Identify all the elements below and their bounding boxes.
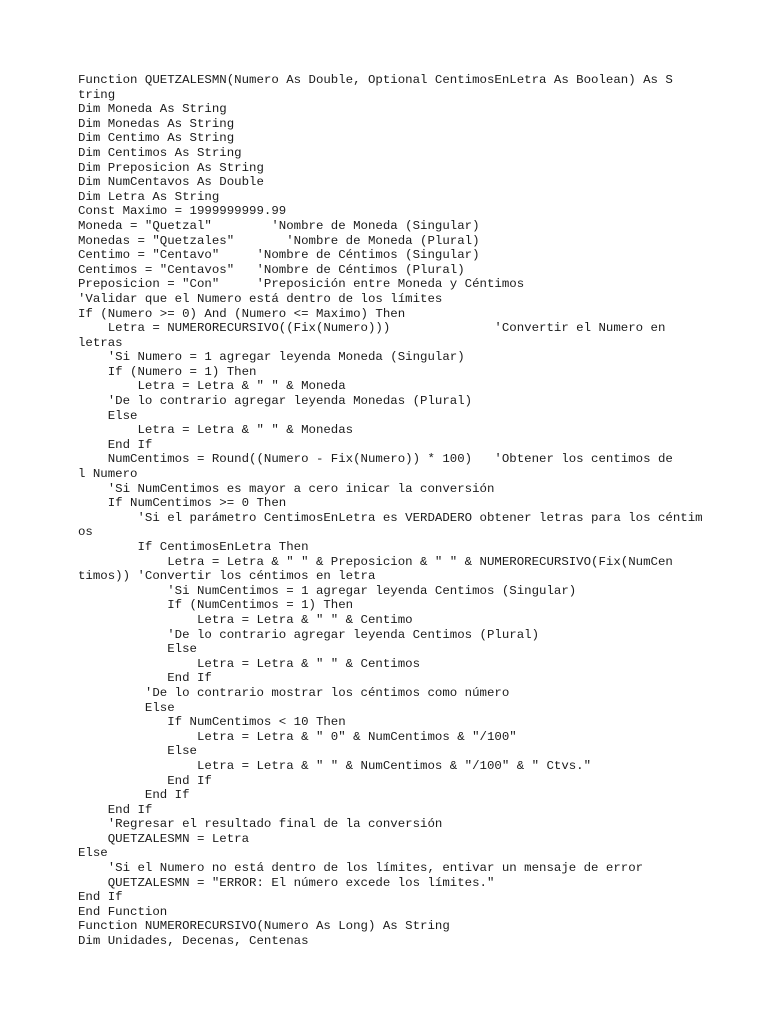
code-line: 'Si el parámetro CentimosEnLetra es VERDADERO obtener letras para los céntim bbox=[78, 510, 703, 525]
code-line: End If bbox=[78, 437, 153, 452]
code-line: 'Si el Numero no está dentro de los límites, entivar un mensaje de error bbox=[78, 861, 644, 876]
code-line: Dim Monedas As String bbox=[78, 116, 235, 131]
code-line: Letra = Letra & " " & NumCentimos & "/100" & " Ctvs." bbox=[78, 758, 592, 773]
code-line: Else bbox=[78, 642, 197, 657]
code-line: End If bbox=[78, 773, 212, 788]
code-line: Letra = Letra & " 0" & NumCentimos & "/100" bbox=[78, 729, 517, 744]
code-line: Moneda = "Quetzal" 'Nombre de Moneda (Singular) bbox=[78, 218, 480, 233]
code-line: Preposicion = "Con" 'Preposición entre Moneda y Céntimos bbox=[78, 277, 525, 292]
code-line: letras bbox=[78, 335, 123, 350]
code-line: Const Maximo = 1999999999.99 bbox=[78, 204, 287, 219]
code-line: l Numero bbox=[78, 467, 138, 482]
code-line: Else bbox=[78, 744, 197, 759]
code-line: 'Validar que el Numero está dentro de los límites bbox=[78, 291, 443, 306]
code-line: QUETZALESMN = Letra bbox=[78, 831, 250, 846]
code-line: 'De lo contrario agregar leyenda Centimos (Plural) bbox=[78, 627, 540, 642]
code-line: 'Si NumCentimos = 1 agregar leyenda Centimos (Singular) bbox=[78, 583, 577, 598]
code-line: 'Si NumCentimos es mayor a cero inicar la conversión bbox=[78, 481, 495, 496]
code-line: QUETZALESMN = "ERROR: El número excede los límites." bbox=[78, 875, 495, 890]
code-line: Letra = Letra & " " & Centimo bbox=[78, 612, 413, 627]
code-line: End If bbox=[78, 671, 212, 686]
code-line: Letra = NUMERORECURSIVO((Fix(Numero))) 'Convertir el Numero en bbox=[78, 321, 666, 336]
code-line: os bbox=[78, 525, 93, 540]
code-line: If (Numero >= 0) And (Numero <= Maximo) Then bbox=[78, 306, 406, 321]
code-line: Dim NumCentavos As Double bbox=[78, 175, 264, 190]
code-line: Function QUETZALESMN(Numero As Double, Optional CentimosEnLetra As Boolean) As S bbox=[78, 73, 673, 87]
code-line: Function NUMERORECURSIVO(Numero As Long) As String bbox=[78, 919, 450, 934]
code-line: End If bbox=[78, 890, 123, 905]
code-line: Monedas = "Quetzales" 'Nombre de Moneda (Plural) bbox=[78, 233, 480, 248]
code-line: End Function bbox=[78, 904, 168, 919]
code-line: If CentimosEnLetra Then bbox=[78, 540, 309, 554]
code-line: Dim Centimos As String bbox=[78, 145, 242, 160]
code-line: If NumCentimos >= 0 Then bbox=[78, 496, 287, 511]
code-line: Dim Letra As String bbox=[78, 189, 220, 204]
code-line: Letra = Letra & " " & Monedas bbox=[78, 423, 354, 438]
code-line: End If bbox=[78, 788, 190, 803]
code-line: Letra = Letra & " " & Preposicion & " " & NUMERORECURSIVO(Fix(NumCen bbox=[78, 554, 673, 569]
code-line: End If bbox=[78, 802, 153, 817]
code-line: If (Numero = 1) Then bbox=[78, 364, 257, 379]
code-line: 'Regresar el resultado final de la conversión bbox=[78, 817, 443, 832]
code-line: Dim Preposicion As String bbox=[78, 160, 264, 175]
code-line: Dim Centimo As String bbox=[78, 131, 235, 146]
code-line: Else bbox=[78, 700, 175, 715]
code-line: If NumCentimos < 10 Then bbox=[78, 715, 346, 730]
code-line: 'De lo contrario agregar leyenda Monedas (Plural) bbox=[78, 394, 473, 409]
code-line: 'De lo contrario mostrar los céntimos como número bbox=[78, 685, 510, 700]
code-line: Letra = Letra & " " & Moneda bbox=[78, 379, 346, 394]
code-line: Else bbox=[78, 846, 108, 861]
code-line: Letra = Letra & " " & Centimos bbox=[78, 656, 421, 671]
code-line: Centimo = "Centavo" 'Nombre de Céntimos (Singular) bbox=[78, 248, 480, 263]
code-line: Dim Unidades, Decenas, Centenas bbox=[78, 934, 309, 949]
code-line: Else bbox=[78, 408, 138, 423]
code-line: 'Si Numero = 1 agregar leyenda Moneda (Singular) bbox=[78, 350, 465, 365]
code-line: tring bbox=[78, 87, 116, 102]
code-line: If (NumCentimos = 1) Then bbox=[78, 598, 354, 613]
code-document bbox=[78, 73, 748, 949]
code-line: Centimos = "Centavos" 'Nombre de Céntimos (Plural) bbox=[78, 262, 465, 277]
code-line: Dim Moneda As String bbox=[78, 102, 227, 117]
code-line: NumCentimos = Round((Numero - Fix(Numero)) * 100) 'Obtener los centimos de bbox=[78, 452, 673, 467]
code-line: timos)) 'Convertir los céntimos en letra bbox=[78, 569, 376, 584]
